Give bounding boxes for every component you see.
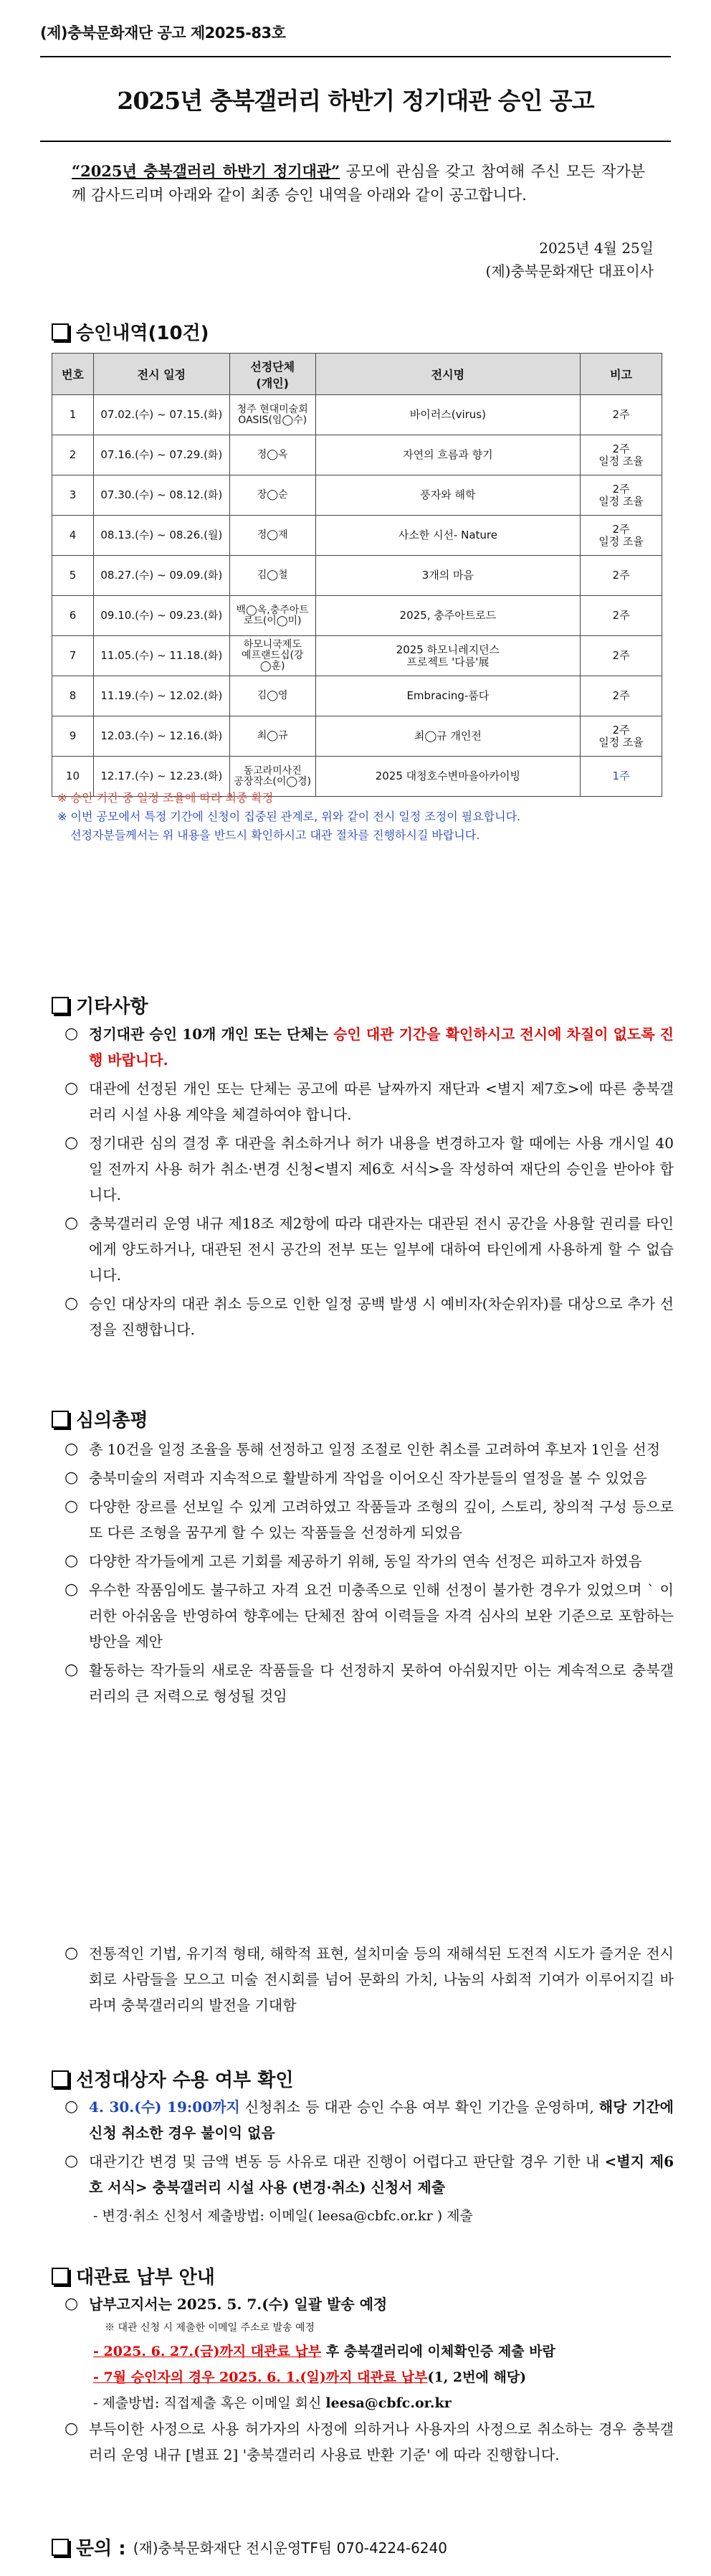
confirm-section-heading (52, 2065, 293, 2092)
confirm-item-2-text: 대관기간 변경 및 금액 변동 등 사유로 대관 진행이 어렵다고 판단할 경우 기한 내 (89, 2153, 605, 2170)
review-item-text: 우수한 작품임에도 불구하고 자격 요건 미충족으로 인해 선정이 불가한 경우가 있었으며 ` 이러한 아쉬움을 반영하여 향후에는 단체전 참여 이력들을 자격 심사의 보완 기준으로 포함하는 방안을 제안 (89, 1581, 674, 1650)
review-item-text: 다양한 장르를 선보일 수 있게 고려하였고 작품들과 조형의 깊이, 스토리, 창의적 구성 등으로 또 다른 조형을 꿈꾸게 할 수 있는 작품들을 선정하게 되었음 (89, 1498, 674, 1541)
circle-bullet-icon: ○ (65, 1214, 79, 1232)
checkbox-bullet-icon (52, 997, 69, 1014)
cell-no: 2 (52, 435, 94, 475)
cell-title: 자연의 흐름과 향기 (315, 435, 581, 475)
checkbox-bullet-icon (52, 2070, 69, 2088)
list-item (65, 1657, 674, 1709)
etc-item-2-text: 대관에 선정된 개인 또는 단체는 공고에 따른 날짜까지 재단과 <별지 제7호>에 따른 충북갤러리 시설 사용 계약을 체결하여야 합니다. (89, 1080, 674, 1123)
col-header-note: 비고 (581, 354, 662, 395)
review-item-text: 활동하는 작가들의 새로운 작품들을 다 선정하지 못하여 아쉬웠지만 이는 계속적으로 충북갤러리의 큰 저력으로 형성될 것임 (89, 1662, 674, 1705)
contact-value: (재)충북문화재단 전시운영TF팀 070-4224-6240 (133, 2539, 447, 2557)
circle-bullet-icon: ○ (65, 1661, 79, 1679)
review-heading-text: 심의총평 (76, 1410, 148, 1431)
fee-deadline-2: - 7월 승인자의 경우 2025. 6. 1.(일)까지 대관료 납부 (93, 2369, 428, 2385)
cell-period: 11.05.(수) ~ 11.18.(화) (93, 636, 229, 676)
intro-paragraph (72, 159, 645, 207)
fee-deadline-2-text: (1, 2번에 해당) (427, 2369, 527, 2385)
review-section-heading (52, 1406, 148, 1432)
list-item (65, 2094, 674, 2146)
etc-item-1-text: 정기대관 승인 10개 개인 또는 단체는 (89, 1026, 334, 1043)
fee-refund-text: 부득이한 사정으로 사용 허가자의 사정에 의하거나 사용자의 사정으로 취소하는 경우 충북갤러리 운영 내규 [별표 2] '충북갤러리 사용료 반환 기준' 에 따라 진행합니다. (89, 2420, 674, 2463)
approvals-table (52, 353, 662, 797)
etc-item-3-text: 정기대관 심의 결정 후 대관을 취소하거나 허가 내용을 변경하고자 할 때에는 사용 개시일 40일 전까지 사용 허가 취소·변경 신청<별지 제6호 서식>을 작성하여 재단의 승인을 받아야 합니다. (89, 1135, 674, 1203)
announcement-date: 2025년 4월 25일 (539, 240, 654, 257)
cell-unit: 청주 현대미술회 OASIS(임◯수) (229, 395, 315, 435)
list-item (65, 1291, 674, 1343)
col-header-no: 번호 (52, 354, 94, 395)
table-note-3: 선정자분들께서는 위 내용을 반드시 확인하시고 대관 절차를 진행하시길 바랍니다. (70, 828, 480, 842)
fee-email-note: ※ 대관 신청 시 제출한 이메일 주소로 발송 예정 (105, 2322, 315, 2334)
cell-unit: 김◯철 (229, 556, 315, 596)
fee-section-heading (52, 2263, 215, 2289)
cell-period: 07.16.(수) ~ 07.29.(화) (93, 435, 229, 475)
intro-text: 공모에 관심을 갖고 참여해 주신 모든 작가분께 감사드리며 아래와 같이 최종 승인 내역을 아래와 같이 공고합니다. (72, 163, 645, 204)
circle-bullet-icon: ○ (65, 1497, 79, 1515)
circle-bullet-icon: ○ (65, 2152, 79, 2170)
cell-no: 8 (52, 676, 94, 716)
table-row (52, 516, 662, 556)
contact-label: 문의 : (76, 2538, 126, 2560)
cell-note: 2주 (581, 556, 662, 596)
cell-note: 2주 일정 조율 (581, 435, 662, 475)
cell-period: 09.10.(수) ~ 09.23.(화) (93, 596, 229, 636)
circle-bullet-icon: ○ (65, 1134, 79, 1152)
circle-bullet-icon: ○ (65, 1944, 79, 1962)
cell-title: 3개의 마음 (315, 556, 581, 596)
cell-unit: 정◯재 (229, 516, 315, 556)
list-item (65, 1076, 674, 1127)
table-row (52, 475, 662, 516)
list-item (65, 1577, 674, 1654)
circle-bullet-icon: ○ (65, 1294, 79, 1312)
cell-note: 2주 일정 조율 (581, 516, 662, 556)
page-title: 2025년 충북갤러리 하반기 정기대관 승인 공고 (117, 86, 594, 115)
cell-period: 07.30.(수) ~ 08.12.(화) (93, 475, 229, 516)
cell-title: 2025 하모니레지던스 프로젝트 '다름'展 (315, 636, 581, 676)
table-row (52, 636, 662, 676)
cell-no: 1 (52, 395, 94, 435)
cell-unit: 하모니국제도 예프랜드십(강 ◯훈) (229, 636, 315, 676)
confirm-list (65, 2094, 674, 2229)
checkbox-bullet-icon (52, 2268, 69, 2285)
fee-heading-text: 대관료 납부 안내 (76, 2267, 215, 2288)
table-notes (57, 789, 674, 845)
fee-deadline-1-text: 후 충북갤러리에 이체확인증 제출 바람 (321, 2344, 555, 2359)
table-note-2: ※ 이번 공모에서 특정 기간에 신청이 집중된 관계로, 위와 같이 전시 일정 조정이 필요합니다. (57, 810, 521, 823)
review-list (65, 1436, 674, 1712)
confirm-heading-text: 선정대상자 수용 여부 확인 (76, 2070, 294, 2091)
cell-title: 2025, 충주아트로드 (315, 596, 581, 636)
cell-note: 2주 (581, 636, 662, 676)
col-header-unit: 선정단체 (개인) (229, 354, 315, 395)
list-item (65, 1941, 674, 2018)
circle-bullet-icon: ○ (65, 1025, 79, 1043)
circle-bullet-icon: ○ (65, 1079, 79, 1097)
fee-list (65, 2291, 674, 2471)
col-header-title: 전시명 (315, 354, 581, 395)
confirm-item-1-text: 신청취소 등 대관 승인 수용 여부 확인 기간을 운영하며, (239, 2098, 599, 2116)
circle-bullet-icon: ○ (65, 2420, 79, 2438)
table-row (52, 716, 662, 757)
cell-no: 3 (52, 475, 94, 516)
contact-line (52, 2534, 447, 2560)
list-item (65, 2149, 674, 2200)
list-item (65, 1548, 674, 1574)
confirm-submit-method: - 변경·취소 신청서 제출방법: 이메일( leesa@cbfc.or.kr ) 제출 (93, 2208, 473, 2224)
cell-period: 08.27.(수) ~ 09.09.(화) (93, 556, 229, 596)
cell-note: 2주 일정 조율 (581, 716, 662, 757)
col-header-period: 전시 일정 (93, 354, 229, 395)
confirm-deadline: 4. 30.(수) 19:00까지 (89, 2098, 240, 2116)
cell-title: 최◯규 개인전 (315, 716, 581, 757)
circle-bullet-icon: ○ (65, 1552, 79, 1570)
cell-note: 2주 (581, 395, 662, 435)
cell-title: 바이러스(virus) (315, 395, 581, 435)
review-closing-text: 전통적인 기법, 유기적 형태, 해학적 표현, 설치미술 등의 재해석된 도전적 시도가 즐거운 전시회로 사람들을 모으고 미술 전시회를 넘어 문화의 가치, 나눔의 사회적 기여가 이루어지길 바라며 충북갤러리의 발전을 기대함 (89, 1945, 674, 2014)
review-item-text: 다양한 작가들에게 고른 기회를 제공하기 위해, 동일 작가의 연속 선정은 피하고자 하였음 (89, 1553, 642, 1570)
cell-period: 12.03.(수) ~ 12.16.(화) (93, 716, 229, 757)
cell-period: 08.13.(수) ~ 08.26.(월) (93, 516, 229, 556)
cell-note: 2주 일정 조율 (581, 475, 662, 516)
table-header-row (52, 354, 662, 395)
review-item-text: 총 10건을 일정 조율을 통해 선정하고 일정 조절로 인한 취소를 고려하여 후보자 1인을 선정 (89, 1441, 661, 1458)
cell-no: 4 (52, 516, 94, 556)
review-item-text: 충북미술의 저력과 지속적으로 활발하게 작업을 이어오신 작가분들의 열정을 볼 수 있었음 (89, 1469, 647, 1487)
table-row (52, 556, 662, 596)
approvals-heading-text: 승인내역(10건) (76, 323, 209, 344)
cell-note: 1주 (581, 757, 662, 797)
checkbox-bullet-icon (52, 323, 69, 341)
fee-submit-method: - 제출방법: 직접제출 혹은 이메일 회신 (93, 2395, 326, 2411)
document-number: (제)충북문화재단 공고 제2025-83호 (40, 24, 286, 42)
etc-item-4-text: 충북갤러리 운영 내규 제18조 제2항에 따라 대관자는 대관된 전시 공간을 사용할 권리를 타인에게 양도하거나, 대관된 전시 공간의 전부 또는 일부에 대하여 타인에게 사용하게 할 수 없습니다. (89, 1215, 674, 1284)
confirm-item-2-bold: <별지 제6호 서식> 충북갤러리 시설 사용 (변경·취소) 신청서 제출 (89, 2153, 674, 2196)
etc-list (65, 1021, 674, 1345)
etc-item-5-text: 승인 대상자의 대관 취소 등으로 인한 일정 공백 발생 시 예비자(차순위자)를 대상으로 추가 선정을 진행합니다. (89, 1295, 674, 1338)
cell-unit: 백◯옥,충주아트 로드(이◯미) (229, 596, 315, 636)
intro-quoted-title: “2025년 충북갤러리 하반기 정기대관” (72, 162, 340, 180)
cell-unit: 최◯규 (229, 716, 315, 757)
cell-no: 9 (52, 716, 94, 757)
cell-period: 07.02.(수) ~ 07.15.(화) (93, 395, 229, 435)
cell-period: 11.19.(수) ~ 12.02.(화) (93, 676, 229, 716)
fee-notice-date: 납부고지서는 2025. 5. 7.(수) 일괄 발송 예정 (89, 2296, 388, 2313)
checkbox-bullet-icon (52, 1411, 69, 1428)
cell-note: 2주 (581, 676, 662, 716)
cell-note: 2주 (581, 596, 662, 636)
approvals-section-heading (52, 318, 209, 345)
etc-item-1-highlight: 승인 대관 기간을 확인하시고 전시에 차질이 없도록 진행 바랍니다. (89, 1026, 674, 1069)
table-row (52, 395, 662, 435)
list-item (65, 1494, 674, 1545)
issuer: (제)충북문화재단 대표이사 (485, 262, 654, 280)
fee-deadline-1: - 2025. 6. 27.(금)까지 대관료 납부 (93, 2344, 322, 2359)
confirm-item-1-bold: 해당 기간에 신청 취소한 경우 불이익 없음 (89, 2098, 674, 2141)
cell-title: 2025 대청호수변마을아카이빙 (315, 757, 581, 797)
cell-period: 12.17.(수) ~ 12.23.(화) (93, 757, 229, 797)
cell-unit: 김◯영 (229, 676, 315, 716)
fee-email-link[interactable]: leesa@cbfc.or.kr (325, 2395, 452, 2411)
cell-unit: 장◯순 (229, 475, 315, 516)
cell-no: 5 (52, 556, 94, 596)
list-item (65, 1211, 674, 1288)
cell-no: 6 (52, 596, 94, 636)
list-item (65, 1436, 674, 1462)
table-note-1: ※ 승인 기간 중 일정 조율에 따라 최종 확정 (57, 791, 274, 805)
cell-unit: 동고라미사진 공장작소(이◯경) (229, 757, 315, 797)
table-row (52, 596, 662, 636)
circle-bullet-icon: ○ (65, 2098, 79, 2116)
cell-title: Embracing-품다 (315, 676, 581, 716)
etc-heading-text: 기타사항 (76, 996, 148, 1018)
date-block (486, 237, 654, 283)
cell-title: 사소한 시선- Nature (315, 516, 581, 556)
circle-bullet-icon: ○ (65, 2295, 79, 2313)
cell-unit: 정◯옥 (229, 435, 315, 475)
circle-bullet-icon: ○ (65, 1440, 79, 1458)
list-item (65, 1465, 674, 1491)
table-row (52, 435, 662, 475)
list-item (65, 2416, 674, 2468)
title-box (40, 56, 671, 142)
review-closing (65, 1941, 674, 2021)
circle-bullet-icon: ○ (65, 1581, 79, 1599)
cell-no: 7 (52, 636, 94, 676)
circle-bullet-icon: ○ (65, 1469, 79, 1487)
checkbox-bullet-icon (52, 2539, 69, 2556)
list-item (65, 2291, 674, 2317)
etc-section-heading (52, 992, 148, 1018)
list-item (65, 1130, 674, 1208)
table-row (52, 676, 662, 716)
list-item (65, 1021, 674, 1073)
cell-title: 풍자와 해학 (315, 475, 581, 516)
cell-no: 10 (52, 757, 94, 797)
